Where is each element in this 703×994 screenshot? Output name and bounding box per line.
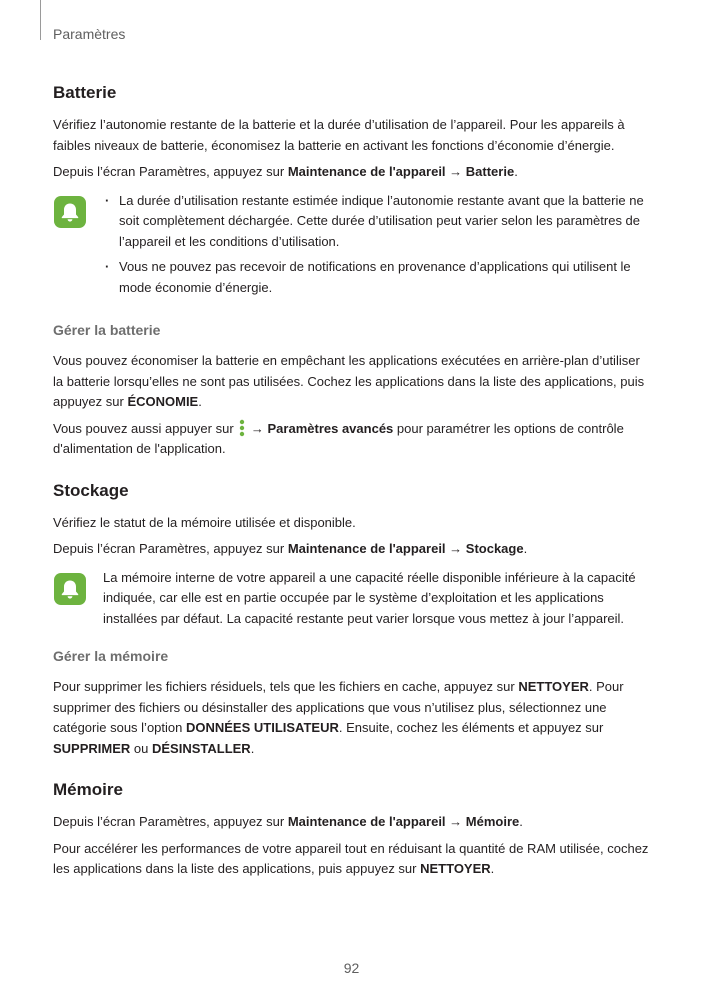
section-title-stockage: Stockage [53,480,129,500]
text-run: ou [130,740,152,756]
gerer-batterie-p2 [53,419,653,460]
text-run: pour paramétrer les options de contrôle d'alimentation de l'application. [53,420,624,456]
notification-bell-icon [53,195,87,229]
section-title-batterie: Batterie [53,83,117,102]
gerer-memoire-p1 [53,677,653,759]
desinstaller-label: DÉSINSTALLER [151,740,251,756]
economie-label: ÉCONOMIE [127,394,199,409]
path-maintenance: Maintenance de l'appareil [287,814,446,829]
stockage-intro: Vérifiez le statut de la mémoire utilisée et disponible. [53,514,356,530]
text-run: Vous pouvez aussi appuyer sur [53,420,238,436]
supprimer-label: SUPPRIMER [53,740,131,756]
section-stockage [53,480,653,760]
path-arrow: → [445,164,466,179]
note-item: · Vous ne pouvez pas recevoir de notifications en provenance d’applications qui utilisent le mode économie d’énergie. [103,257,653,298]
text-run: . [490,861,495,876]
text-run: . Ensuite, cochez les éléments et appuyez sur [338,720,604,735]
path-suffix: . [514,164,518,179]
batterie-intro: Vérifiez l’autonomie restante de la batterie et la durée d’utilisation de l’appareil. Pour les appareils à faibles niveaux de batterie, économisez la batterie en activant les fonctions d’économie d’énergie. [53,117,625,153]
section-title-memoire: Mémoire [53,780,123,799]
path-batterie: Batterie [465,164,515,179]
memoire-path [53,812,653,833]
parametres-avances-label: Paramètres avancés [267,420,394,436]
path-suffix: . [519,814,523,829]
page-header: Paramètres [53,26,126,42]
path-suffix: . [523,541,528,556]
path-memoire: Mémoire [465,814,520,829]
path-arrow: → [445,541,466,556]
note-list [103,191,653,304]
text-run: . [198,394,202,409]
gerer-batterie-p1 [53,351,653,413]
path-prefix: Depuis l’écran Paramètres, appuyez sur [53,541,288,556]
header-divider [40,0,41,40]
nettoyer-label: NETTOYER [518,679,589,694]
note-text: La mémoire interne de votre appareil a une capacité réelle disponible inférieure à la capacité indiquée, car elle est en partie occupée par le système d’exploitation et les applications installées par défaut. La capacité restante peut varier lorsque vous mettez à jour l’appareil. [103,569,636,626]
section-memoire [53,779,653,880]
path-maintenance: Maintenance de l'appareil [287,164,446,179]
text-run: . Pour supprimer des fichiers ou désinstaller des applications que vous n’utilisez plus, sélectionnez une catégorie sous l’option [53,679,624,735]
path-arrow: → [247,420,268,436]
page-content [53,82,653,886]
path-stockage: Stockage [465,541,524,556]
note-stockage [53,568,653,630]
more-options-icon [239,419,245,437]
text-run: . [250,740,255,756]
text-run: Pour accélérer les performances de votre appareil tout en réduisant la quantité de RAM utilisée, cochez les applications dans la liste des applications, puis appuyez sur [53,840,649,876]
note-item: · La durée d’utilisation restante estimée indique l’autonomie restante avant que la batterie ne soit complètement déchargée. Cette durée d’utilisation peut varier selon les paramètres de l’appareil et les conditions d’utilisation. [103,191,653,253]
path-prefix: Depuis l’écran Paramètres, appuyez sur [53,814,288,829]
path-maintenance: Maintenance de l'appareil [287,541,446,556]
note-batterie [53,191,653,304]
page-number: 92 [343,960,360,976]
subsection-title-gerer-memoire: Gérer la mémoire [53,648,169,664]
path-arrow: → [445,814,466,829]
text-run: Vous pouvez économiser la batterie en empêchant les applications exécutées en arrière-plan d’utiliser la batterie lorsqu’elles ne sont pas utilisées. Cochez les applications dans la liste des applications, puis appuyez sur [53,353,645,409]
donnees-utilisateur-label: DONNÉES UTILISATEUR [185,720,339,735]
batterie-path [53,162,653,183]
memoire-p2 [53,839,653,880]
text-run: Pour supprimer les fichiers résiduels, tels que les fichiers en cache, appuyez sur [53,679,519,694]
notification-bell-icon [53,572,87,606]
stockage-path [53,539,653,560]
path-prefix: Depuis l’écran Paramètres, appuyez sur [53,164,288,179]
nettoyer-label: NETTOYER [420,861,491,876]
subsection-title-gerer-batterie: Gérer la batterie [53,322,161,338]
section-batterie [53,82,653,460]
